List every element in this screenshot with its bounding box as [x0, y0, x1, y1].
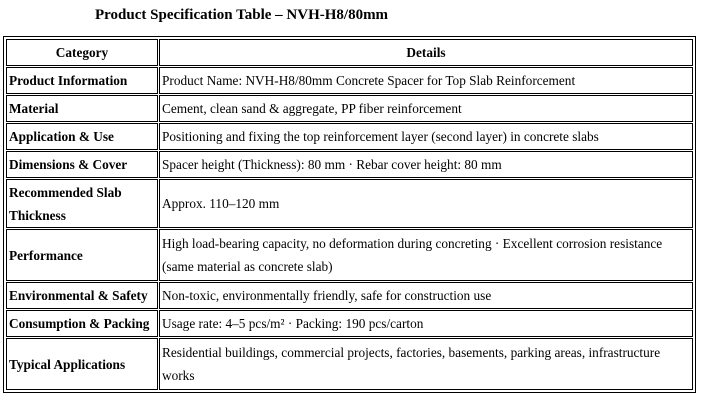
table-row [6, 310, 693, 337]
table-row [6, 282, 693, 309]
row-details-cell: Approx. 110–120 mm [159, 179, 693, 228]
column-header-category: Category [6, 39, 158, 66]
table-row [6, 338, 693, 390]
row-category-cell: Environmental & Safety [6, 282, 158, 309]
table-row [6, 229, 693, 281]
row-details-cell: Residential buildings, commercial projects, factories, basements, parking areas, infrastructure works [159, 338, 693, 390]
column-header-details: Details [159, 39, 693, 66]
row-category-cell: Material [6, 95, 158, 122]
row-details-cell: Spacer height (Thickness): 80 mm · Rebar cover height: 80 mm [159, 151, 693, 178]
row-category-cell: Typical Applications [6, 338, 158, 390]
table-row [6, 95, 693, 122]
table-row [6, 67, 693, 94]
spec-table [5, 38, 694, 391]
page-title: Product Specification Table – NVH-H8/80mm [95, 7, 389, 23]
table-row [6, 123, 693, 150]
row-details-cell: Usage rate: 4–5 pcs/m² · Packing: 190 pcs/carton [159, 310, 693, 337]
row-category-cell: Recommended Slab Thickness [6, 179, 158, 228]
table-header-row [6, 39, 693, 66]
row-category-cell: Dimensions & Cover [6, 151, 158, 178]
row-details-cell: High load-bearing capacity, no deformation during concreting · Excellent corrosion resistance (same material as concrete slab) [159, 229, 693, 281]
table-row [6, 179, 693, 228]
spec-table-frame [3, 36, 696, 393]
row-details-cell: Product Name: NVH-H8/80mm Concrete Spacer for Top Slab Reinforcement [159, 67, 693, 94]
row-category-cell: Performance [6, 229, 158, 281]
row-category-cell: Product Information [6, 67, 158, 94]
row-details-cell: Cement, clean sand & aggregate, PP fiber reinforcement [159, 95, 693, 122]
row-details-cell: Non-toxic, environmentally friendly, safe for construction use [159, 282, 693, 309]
table-row [6, 151, 693, 178]
row-details-cell: Positioning and fixing the top reinforcement layer (second layer) in concrete slabs [159, 123, 693, 150]
row-category-cell: Consumption & Packing [6, 310, 158, 337]
row-category-cell: Application & Use [6, 123, 158, 150]
